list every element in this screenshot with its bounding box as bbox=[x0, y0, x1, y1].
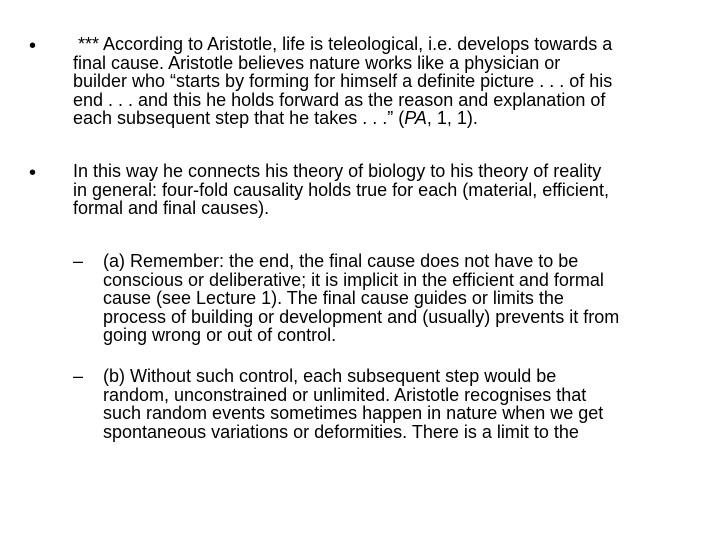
citation-work: PA bbox=[404, 108, 427, 128]
bullet-text bbox=[73, 162, 609, 218]
sub-bullet-line: random, unconstrained or unlimited. Aristotle recognises that bbox=[103, 384, 587, 405]
sub-bullet-line: (a) Remember: the end, the final cause does not have to be bbox=[103, 251, 579, 271]
sub-bullet-line: process of building or development and (usually) prevents it from bbox=[103, 306, 620, 327]
bullet-line: builder who “starts by forming for himself a definite picture . . . of his bbox=[73, 71, 613, 91]
citation-prefix: each subsequent step that he takes . . .” ( bbox=[73, 108, 405, 128]
sub-bullet-control bbox=[73, 367, 603, 441]
sub-bullet-final-cause bbox=[73, 252, 619, 345]
sub-bullet-text bbox=[103, 367, 603, 441]
bullet-line: end . . . and this he holds forward as the reason and explanation of bbox=[73, 89, 606, 110]
bullet-line: formal and final causes). bbox=[73, 198, 270, 218]
bullet-causality bbox=[29, 162, 609, 218]
bullet-text bbox=[73, 35, 612, 128]
bullet-line-citation bbox=[73, 109, 612, 128]
sub-bullet-line: going wrong or out of control. bbox=[103, 325, 337, 345]
sub-bullet-line: conscious or deliberative; it is implicit in the efficient and formal bbox=[103, 269, 604, 290]
bullet-line: in general: four-fold causality holds true for each (material, efficient, bbox=[73, 179, 609, 200]
sub-bullet-line: spontaneous variations or deformities. There is a limit to the bbox=[103, 421, 579, 442]
sub-bullet-line: such random events sometimes happen in nature when we get bbox=[103, 403, 604, 423]
bullet-teleology bbox=[29, 35, 612, 128]
sub-bullet-text bbox=[103, 252, 619, 345]
sub-bullet-marker: – bbox=[73, 366, 84, 386]
bullet-line: final cause. Aristotle believes nature works like a physician or bbox=[73, 52, 561, 73]
sub-bullet-marker: – bbox=[73, 251, 84, 271]
sub-bullet-line: cause (see Lecture 1). The final cause guides or limits the bbox=[103, 288, 564, 308]
bullet-marker: • bbox=[29, 162, 37, 184]
citation-suffix: , 1, 1). bbox=[426, 108, 478, 128]
sub-bullet-line: (b) Without such control, each subsequent step would be bbox=[103, 366, 557, 386]
bullet-marker: • bbox=[29, 35, 37, 57]
bullet-line: *** According to Aristotle, life is teleological, i.e. develops towards a bbox=[78, 34, 613, 54]
bullet-line: In this way he connects his theory of biology to his theory of reality bbox=[73, 161, 602, 181]
